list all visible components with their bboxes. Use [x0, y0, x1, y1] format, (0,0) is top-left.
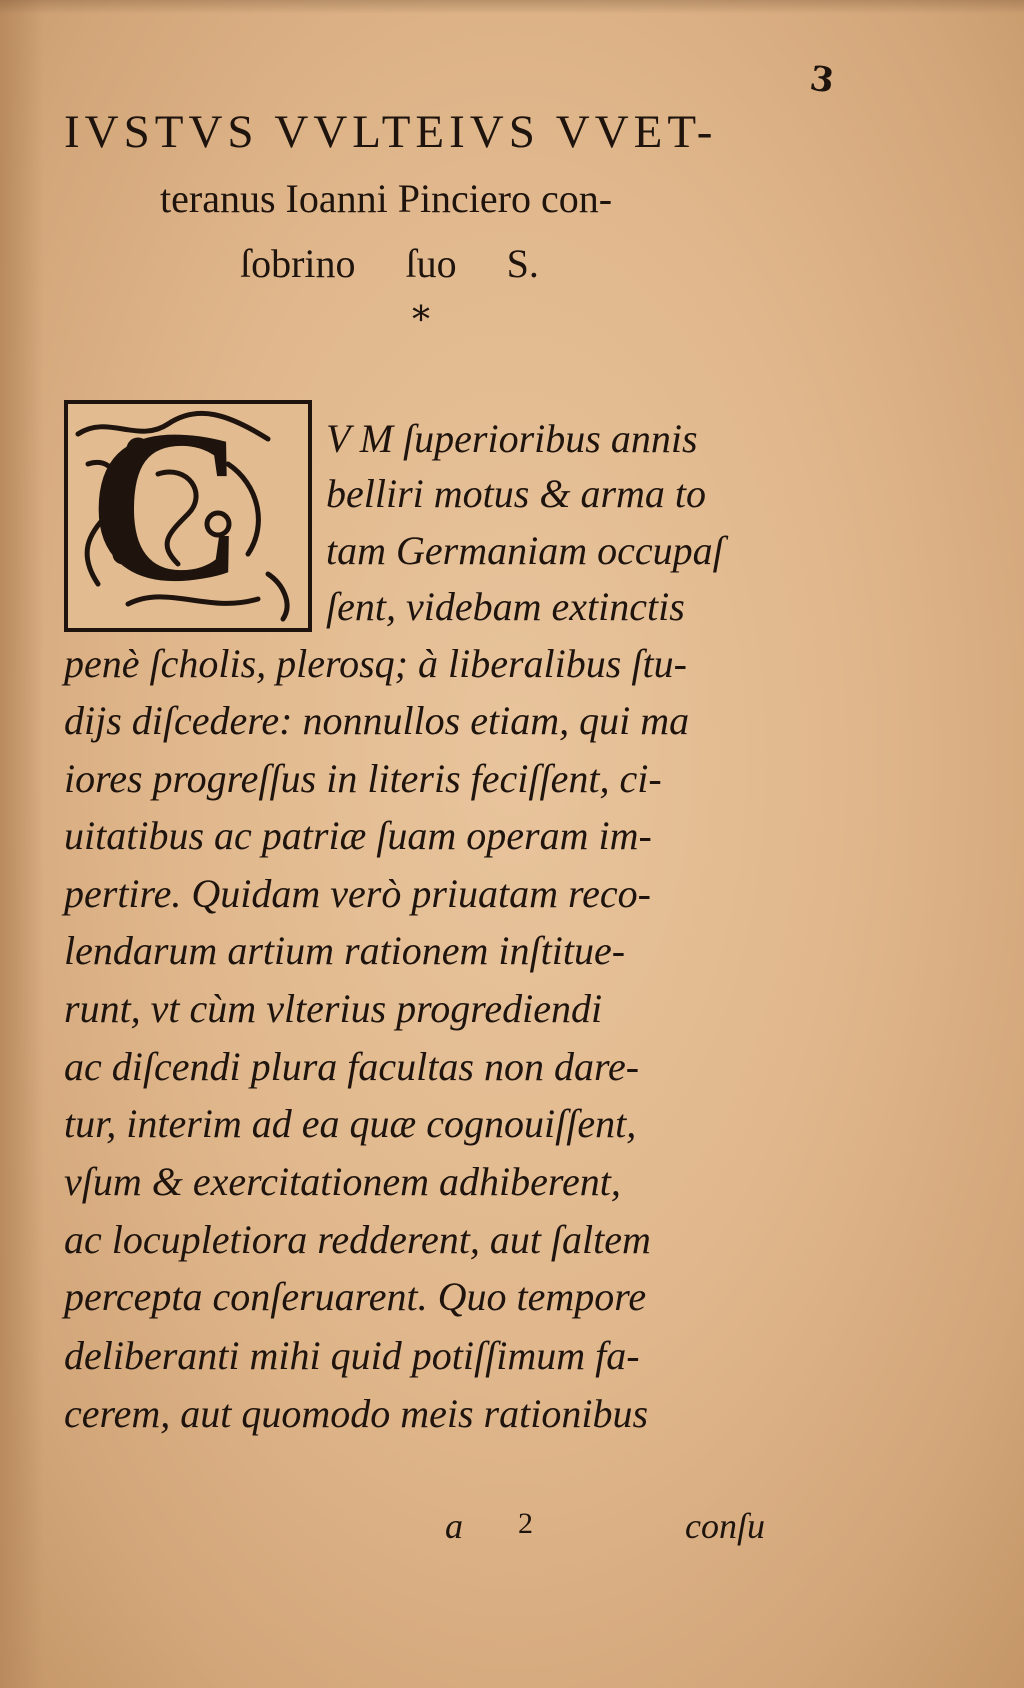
text-line: V M ſuperioribus annis: [326, 416, 698, 461]
decorated-initial: [64, 400, 312, 632]
text-line: cerem, aut quomodo meis rationibus: [64, 1391, 649, 1436]
text-line: penè ſcholis, plerosq; à liberalibus ſtu-: [64, 641, 687, 686]
text-line: ac locupletiora redderent, aut ſaltem: [64, 1217, 651, 1262]
text-line: dijs diſcedere: nonnullos etiam, qui ma: [64, 698, 690, 743]
text-line: belliri motus & arma to: [326, 471, 707, 516]
initial-letter: C: [88, 400, 246, 627]
text-line: percepta conſeruarent. Quo tempore: [64, 1274, 647, 1319]
heading-line-1: IVSTVS VVLTEIVS VVET-: [64, 106, 718, 158]
asterisk-ornament: *: [412, 300, 430, 341]
text-line: ac diſcendi plura facultas non dare-: [64, 1044, 640, 1089]
text-line: vſum & exercitationem adhiberent,: [64, 1159, 621, 1204]
folio-mark: 3: [807, 58, 837, 102]
text-line: tur, interim ad ea quæ cognouiſſent,: [64, 1101, 637, 1146]
text-line: deliberanti mihi quid potiſſimum fa-: [64, 1333, 640, 1378]
text-line: iores progreſſus in literis feciſſent, ci-: [64, 756, 662, 801]
catchword: conſu: [685, 1506, 765, 1546]
text-line: ſent, videbam extinctis: [326, 584, 685, 629]
text-line: runt, vt cùm vlterius progrediendi: [64, 986, 603, 1031]
page-top-edge: [0, 0, 1024, 14]
heading-line-3: ſobrino ſuo S.: [240, 241, 539, 286]
text-line: lendarum artium rationem inſtitue-: [64, 928, 626, 973]
text-line: uitatibus ac patriæ ſuam operam im-: [64, 813, 652, 858]
text-line: tam Germaniam occupaſ: [326, 528, 724, 573]
gutter-shadow: [0, 0, 44, 1688]
signature-mark: a: [445, 1506, 463, 1546]
text-line: pertire. Quidam verò priuatam reco-: [64, 871, 651, 916]
signature-number: 2: [518, 1507, 533, 1540]
heading-line-2: teranus Ioanni Pinciero con-: [160, 176, 613, 221]
